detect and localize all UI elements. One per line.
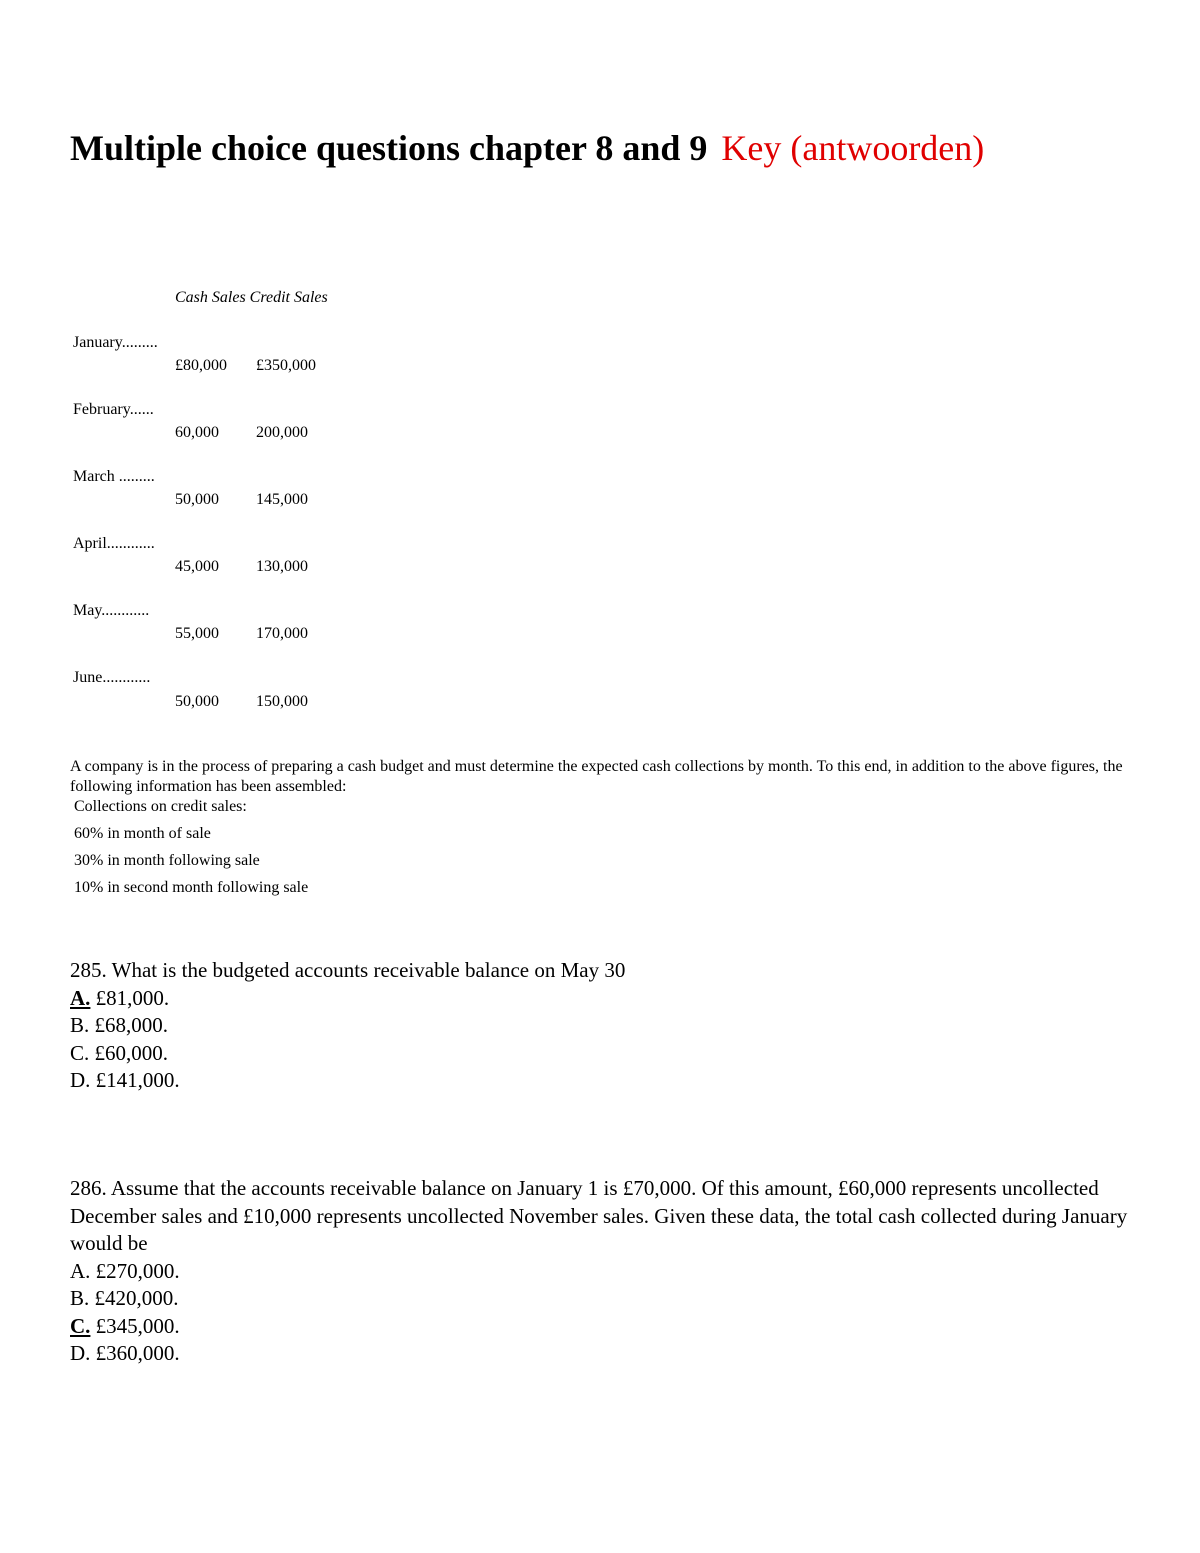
option-letter: B. bbox=[70, 1013, 90, 1037]
answer-option bbox=[70, 1340, 1130, 1368]
cash-value: 50,000 bbox=[175, 693, 219, 710]
credit-value: 130,000 bbox=[256, 558, 308, 575]
option-text: £141,000. bbox=[90, 1068, 180, 1092]
intro-paragraph: A company is in the process of preparing a cash budget and must determine the expected cash collections by month. To this end, in addition to the above figures, the following information has been assembled: bbox=[70, 758, 1123, 795]
option-letter: D. bbox=[70, 1068, 91, 1092]
answer-option bbox=[70, 1012, 1130, 1040]
title-main: Multiple choice questions chapter 8 and 9 bbox=[70, 128, 708, 168]
month-label: March ......... bbox=[73, 468, 155, 485]
page-title bbox=[70, 124, 984, 172]
header-credit-sales: Credit Sales bbox=[249, 289, 328, 306]
cash-value: 60,000 bbox=[175, 424, 219, 441]
collections-item: 10% in second month following sale bbox=[74, 879, 309, 896]
sales-table-header bbox=[175, 289, 328, 307]
option-text: £345,000. bbox=[90, 1313, 180, 1338]
cash-value: 55,000 bbox=[175, 625, 219, 642]
option-letter: B. bbox=[70, 1286, 90, 1310]
option-letter: C. bbox=[70, 1040, 90, 1065]
option-text: £60,000. bbox=[89, 1040, 169, 1065]
cash-value: £80,000 bbox=[175, 357, 227, 374]
option-letter: D. bbox=[70, 1341, 91, 1365]
question-text: 286. Assume that the accounts receivable balance on January 1 is £70,000. Of this amount, £60,000 represents uncollected December sales and £10,000 represents uncollected November sales. Given these data, the total cash collected during January would be bbox=[70, 1176, 1128, 1255]
answer-option bbox=[70, 985, 1130, 1013]
cash-value: 45,000 bbox=[175, 558, 219, 575]
option-letter: C. bbox=[70, 1313, 91, 1338]
option-text: £81,000. bbox=[90, 985, 170, 1010]
month-label: January......... bbox=[73, 334, 158, 351]
credit-value: 145,000 bbox=[256, 491, 308, 508]
credit-value: £350,000 bbox=[256, 357, 316, 374]
answer-option bbox=[70, 1285, 1130, 1313]
answer-option bbox=[70, 1258, 1130, 1286]
option-text: £270,000. bbox=[90, 1258, 180, 1283]
collections-item: 60% in month of sale bbox=[74, 825, 211, 842]
collections-item: 30% in month following sale bbox=[74, 852, 260, 869]
title-key: Key (antwoorden) bbox=[721, 128, 985, 168]
question-286 bbox=[70, 1175, 1130, 1368]
option-letter: A. bbox=[70, 1258, 91, 1283]
option-text: £360,000. bbox=[90, 1341, 180, 1365]
credit-value: 170,000 bbox=[256, 625, 308, 642]
question-285 bbox=[70, 957, 1130, 1095]
option-text: £68,000. bbox=[89, 1013, 169, 1037]
month-label: April............ bbox=[73, 535, 155, 552]
answer-option bbox=[70, 1313, 1130, 1341]
collections-label: Collections on credit sales: bbox=[74, 798, 247, 815]
question-text: 285. What is the budgeted accounts receivable balance on May 30 bbox=[70, 958, 626, 982]
month-label: February...... bbox=[73, 401, 154, 418]
answer-option bbox=[70, 1040, 1130, 1068]
answer-option bbox=[70, 1067, 1130, 1095]
cash-value: 50,000 bbox=[175, 491, 219, 508]
header-cash-sales: Cash Sales bbox=[175, 289, 246, 306]
option-letter: A. bbox=[70, 985, 91, 1010]
month-label: June............ bbox=[73, 669, 151, 686]
option-text: £420,000. bbox=[89, 1286, 179, 1310]
month-label: May............ bbox=[73, 602, 150, 619]
credit-value: 200,000 bbox=[256, 424, 308, 441]
credit-value: 150,000 bbox=[256, 693, 308, 710]
